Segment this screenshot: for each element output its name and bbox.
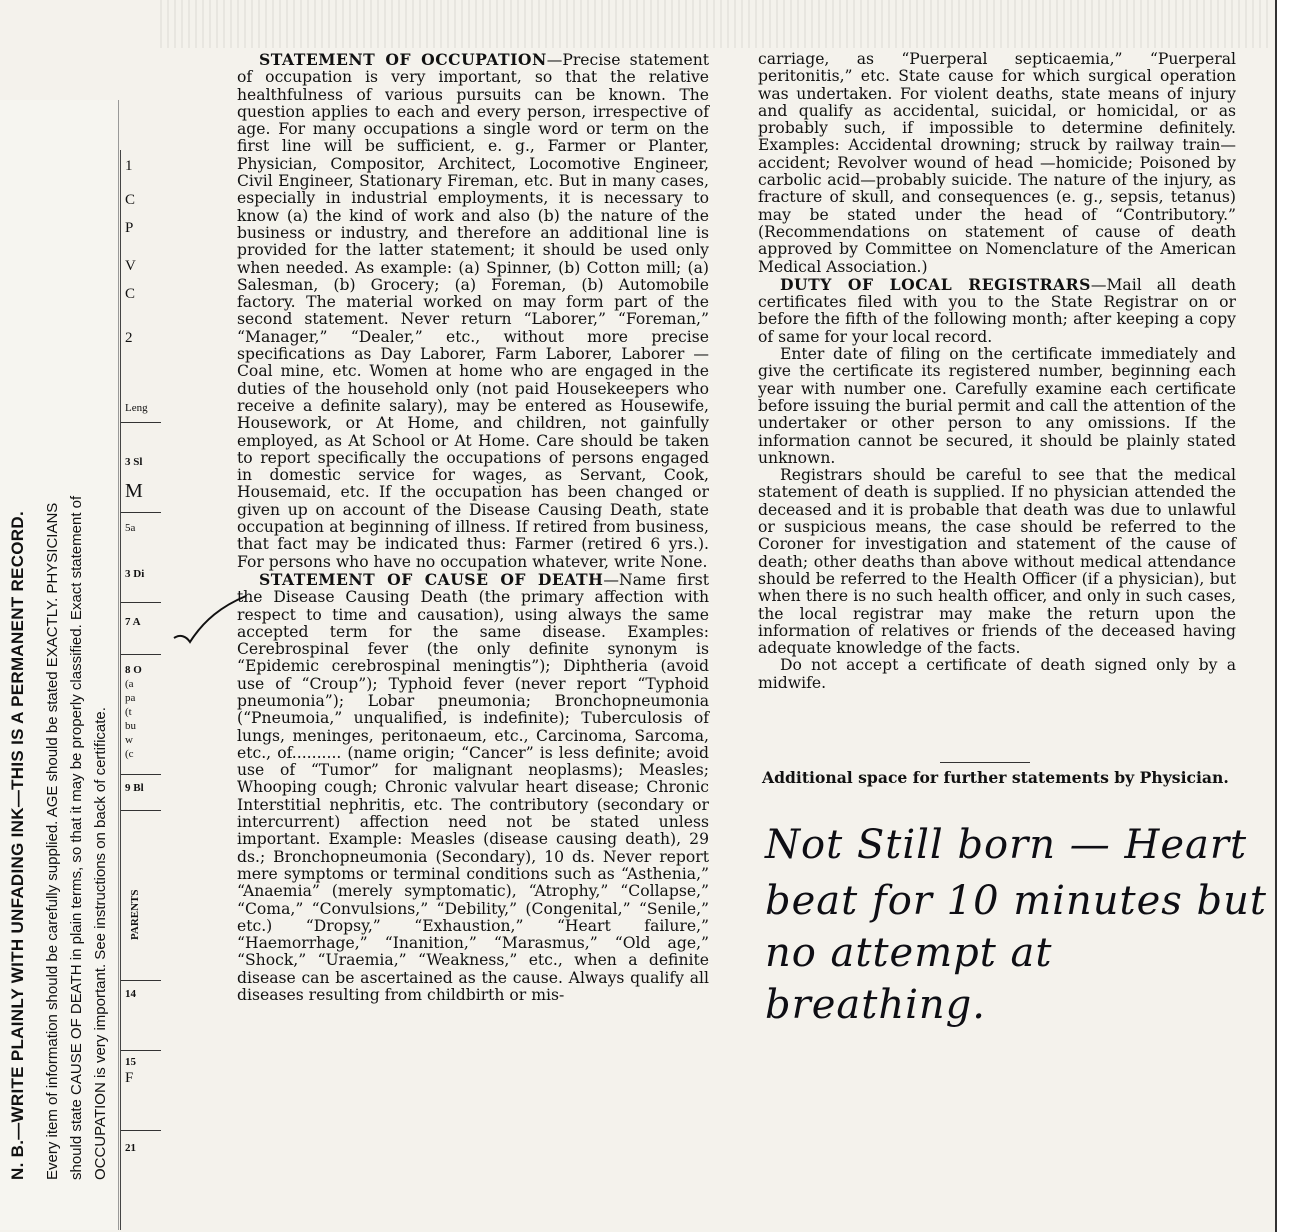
right-page-edge bbox=[1275, 0, 1295, 1232]
form-edge-rule bbox=[121, 1050, 161, 1051]
form-edge-item: Leng bbox=[125, 402, 148, 414]
instructions-column-left bbox=[237, 51, 709, 1004]
form-edge-item: pa bbox=[125, 692, 136, 704]
left-instruction-strip bbox=[0, 100, 119, 1230]
form-edge-item: (t bbox=[125, 706, 132, 718]
form-edge-item: C bbox=[125, 286, 136, 302]
form-edge-rule bbox=[121, 422, 161, 423]
form-edge-item: bu bbox=[125, 720, 136, 732]
filing-paragraph: Enter date of filing on the certificate immediately and give the certificate its registered number, beginning each year with number one. Carefully examine each certificate before issuing the burial permit and call the attention of the undertaker or other person to any omissions. If the information cannot be secured, it should be plainly stated unknown. bbox=[758, 345, 1236, 467]
form-edge-item: F bbox=[125, 1070, 134, 1086]
occupation-heading: STATEMENT OF OCCUPATION bbox=[259, 50, 547, 69]
occupation-paragraph bbox=[237, 51, 709, 571]
strip-line-3: should state CAUSE OF DEATH in plain terms, so that it may be properly classified. Exact statement of bbox=[68, 495, 85, 1180]
strip-line-2: Every item of information should be carefully supplied. AGE should be stated EXACTLY. PHYSICIANS bbox=[44, 502, 61, 1180]
cause-text: —Name first the Disease Causing Death (the primary affection with respect to time and causation), using always the same accepted term for the same disease. Examples: Cerebrospinal fever (the only definite synonym is “Epidemic cerebrospinal meningtis”); Diphtheria (avoid use of “Croup”); Typhoid fever (never report “Typhoid pneumonia”); Lobar pneumonia; Bronchopneumonia (“Pneumoia,” unqualified, is indefinite); Tuberculosis of lungs, meninges, peritonaeum, etc., Carcinoma, Sarcoma, etc., of.......... (name origin; “Cancer” is less definite; avoid use of “Tumor” for malignant neoplasms); Measles; Whooping cough; Chronic valvular heart disease; Chronic Interstitial nephritis, etc. The contributory (secondary or intercurrent) affection need not be stated unless important. Example: Measles (disease causing death), 29 ds.; Bronchopneumonia (Secondary), 10 ds. Never report mere symptoms or terminal conditions such as “Asthenia,” “Anaemia” (merely symptomatic), “Atrophy,” “Collapse,” “Coma,” “Convulsions,” “Debility,” (Congenital,” “Senile,” etc.) “Dropsy,” “Exhaustion,” “Heart failure,” “Haemorrhage,” “Inanition,” “Marasmus,” “Old age,” “Shock,” “Uraemia,” “Weakness,” etc., when a definite disease can be ascertained as the cause. Always qualify all diseases resulting from childbirth or mis- bbox=[237, 570, 709, 1005]
form-edge-item: 7 A bbox=[125, 616, 141, 628]
registrars-heading: DUTY OF LOCAL REGISTRARS bbox=[780, 274, 1091, 294]
handwritten-line-3: no attempt at bbox=[765, 930, 1053, 976]
form-edge-item: 15 bbox=[125, 1056, 136, 1068]
handwritten-line-1: Not Still born — Heart bbox=[765, 822, 1248, 868]
cause-continued-paragraph: carriage, as “Puerperal septicaemia,” “Puerperal peritonitis,” etc. State cause for which surgical operation was undertaken. For violent deaths, state means of injury and qualify as accidental, suicidal, or homicidal, or as probably such, if impossible to determine definitely. Examples: Accidental drowning; struck by railway train—accident; Revolver wound of head —homicide; Poisoned by carbolic acid—probably suicide. The nature of the injury, as fracture of skull, and consequences (e. g., sepsis, tetanus) may be stated under the head of “Contributory.” (Recommendations on statement of cause of death approved by Committee on Nomenclature of the American Medical Association.) bbox=[758, 50, 1236, 276]
form-edge-item: 2 bbox=[125, 330, 133, 346]
midwife-paragraph: Do not accept a certificate of death signed only by a midwife. bbox=[758, 656, 1236, 692]
form-edge-item: (a bbox=[125, 678, 134, 690]
form-edge-rule bbox=[121, 654, 161, 655]
form-edge-item: C bbox=[125, 192, 136, 208]
form-edge-item: 5a bbox=[125, 522, 136, 534]
form-edge-rule bbox=[121, 774, 161, 775]
strip-line-1: N. B.—WRITE PLAINLY WITH UNFADING INK—THIS IS A PERMANENT RECORD. bbox=[8, 511, 27, 1180]
form-edge-item: 3 Di bbox=[125, 568, 145, 580]
form-edge-item: M bbox=[125, 480, 143, 502]
additional-space-heading: Additional space for further statements by Physician. bbox=[762, 768, 1229, 787]
form-edge-item: V bbox=[125, 258, 136, 274]
registrars-paragraph bbox=[758, 276, 1236, 346]
short-rule bbox=[940, 762, 1030, 763]
handwritten-line-4: breathing. bbox=[765, 982, 986, 1028]
form-edge-item: 8 O bbox=[125, 664, 142, 676]
form-edge-rule bbox=[121, 980, 161, 981]
handwritten-line-2: beat for 10 minutes but bbox=[765, 878, 1267, 924]
form-edge-item: P bbox=[125, 220, 134, 236]
form-edge-rule bbox=[121, 810, 161, 811]
form-edge-rule bbox=[121, 1130, 161, 1131]
form-edge-item: 3 Sl bbox=[125, 456, 143, 468]
form-edge-item: w bbox=[125, 734, 133, 746]
strip-line-4: OCCUPATION is very important. See instructions on back of certificate. bbox=[92, 707, 109, 1180]
occupation-text: —Precise statement of occupation is very important, so that the relative healthfulness of various pursuits can be known. The question applies to each and every person, irrespective of age. For many occupations a single word or term on the first line will be sufficient, e. g., Farmer or Planter, Physician, Compositor, Architect, Locomotive Engineer, Civil Engineer, Stationary Fireman, etc. But in many cases, especially in industrial employments, it is necessary to know (a) the kind of work and also (b) the nature of the business or industry, and therefore an additional line is provided for the latter statement; it should be used only when needed. As example: (a) Spinner, (b) Cotton mill; (a) Salesman, (b) Grocery; (a) Foreman, (b) Automobile factory. The material worked on may form part of the second statement. Never return “Laborer,” “Foreman,” “Manager,” “Dealer,” etc., without more precise specifications as Day Laborer, Farm Laborer, Laborer — Coal mine, etc. Women at home who are engaged in the duties of the household only (not paid Housekeepers who receive a definite salary), may be entered as Housewife, Housework, or At Home, and children, not gainfully employed, as At School or At Home. Care should be taken to report specifically the occupations of persons engaged in domestic service for wages, as Servant, Cook, Housemaid, etc. If the occupation has been changed or given up on account of the Disease Causing Death, state occupation at beginning of illness. If retired from business, that fact may be indicated thus: Farmer (retired 6 yrs.). For persons who have no occupation whatever, write None. bbox=[237, 51, 710, 571]
form-edge-item: (c bbox=[125, 748, 134, 760]
top-scan-noise bbox=[160, 0, 1270, 48]
instructions-column-right bbox=[758, 51, 1236, 692]
form-edge-item: 14 bbox=[125, 988, 136, 1000]
form-edge-item: 9 Bl bbox=[125, 782, 144, 794]
form-edge-rule bbox=[121, 602, 161, 603]
cause-paragraph bbox=[237, 571, 709, 1004]
form-edge-item: 21 bbox=[125, 1142, 136, 1154]
form-edge-rule bbox=[121, 512, 161, 513]
form-edge-item: 1 bbox=[125, 158, 133, 174]
rotated-instructions bbox=[0, 100, 118, 1180]
cause-heading: STATEMENT OF CAUSE OF DEATH bbox=[259, 569, 604, 589]
form-edge-item: PARENTS bbox=[129, 889, 141, 940]
registrars-text: —Mail all death certificates filed with you to the State Registrar on or before the fifth of the following month; after keeping a copy of same for your local record. bbox=[758, 275, 1237, 346]
form-edge-fragments bbox=[120, 150, 161, 1230]
medical-statement-paragraph: Registrars should be careful to see that the medical statement of death is supplied. If no physician attended the deceased and it is probable that death was due to unlawful or suspicious means, the case should be referred to the Coroner for investigation and statement of the cause of death; other deaths than above without medical attendance should be referred to the Health Officer (if a physician), but when there is no such health officer, and only in such cases, the local registrar may make the return upon the information of relatives or friends of the deceased having adequate knowledge of the facts. bbox=[758, 466, 1236, 658]
